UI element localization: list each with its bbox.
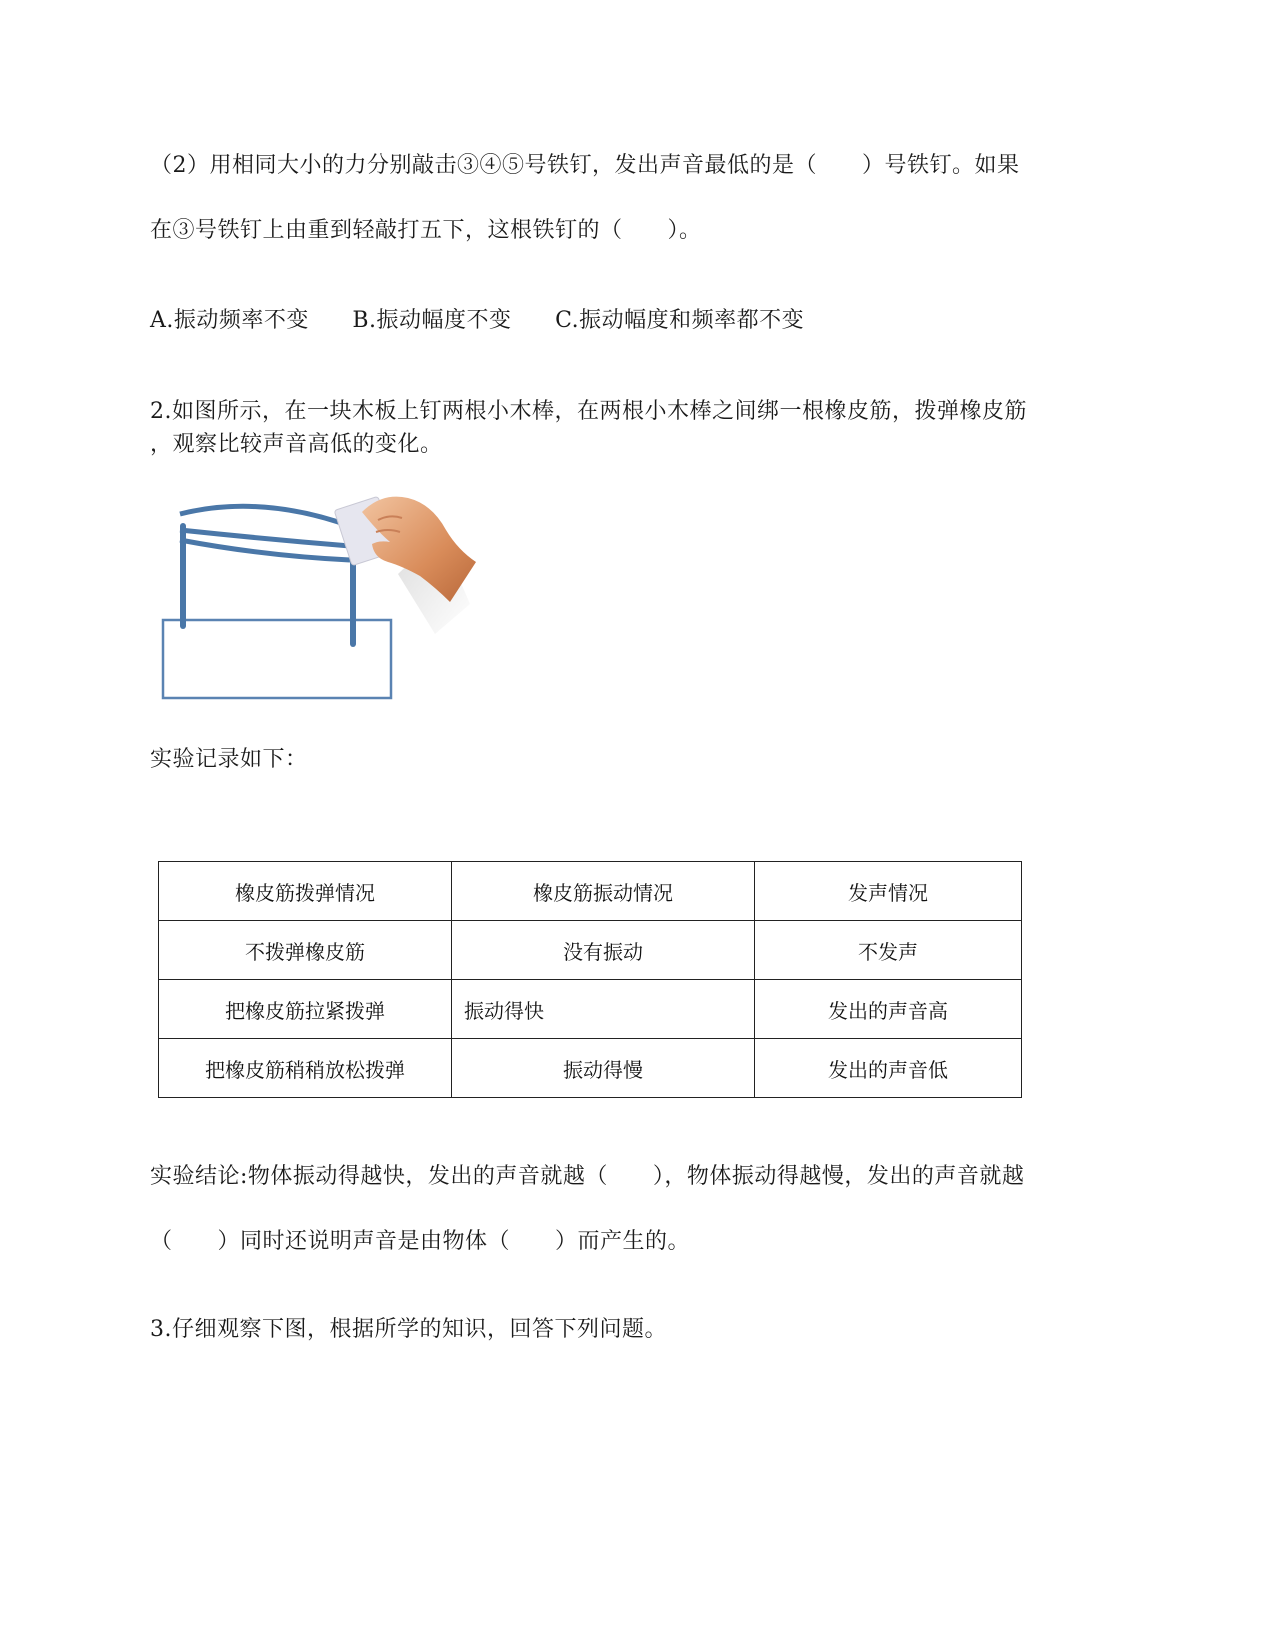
table-row (159, 921, 1022, 980)
rubber-band-top (180, 506, 350, 526)
conclusion-line-1: 实验结论:物体振动得越快，发出的声音就越（ ），物体振动得越慢，发出的声音就越 (150, 1164, 1025, 1189)
question-3-line-1: 3.仔细观察下图，根据所学的知识，回答下列问题。 (150, 1317, 667, 1342)
header-cell: 橡皮筋振动情况 (452, 862, 755, 921)
header-cell: 橡皮筋拨弹情况 (159, 862, 452, 921)
wooden-board (163, 620, 391, 698)
question-1-part-2-line-2: 在③号铁钉上由重到轻敲打五下，这根铁钉的（ ）。 (150, 218, 702, 243)
table-cell: 没有振动 (452, 921, 755, 980)
option-a: A.振动频率不变 (150, 308, 309, 333)
table-cell: 不发声 (755, 921, 1022, 980)
header-cell: 发声情况 (755, 862, 1022, 921)
table-cell: 把橡皮筋拉紧拨弹 (159, 980, 452, 1039)
experiment-record-table (158, 861, 1022, 1098)
question-1-options (150, 306, 804, 336)
table-cell: 振动得快 (452, 980, 755, 1039)
question-1-part-2-line-1: （2）用相同大小的力分别敲击③④⑤号铁钉，发出声音最低的是（ ）号铁钉。如果 (150, 153, 1020, 178)
table-cell: 把橡皮筋稍稍放松拨弹 (159, 1039, 452, 1098)
rubber-band-experiment-figure (150, 484, 490, 706)
record-intro: 实验记录如下： (150, 747, 308, 772)
table-cell: 发出的声音低 (755, 1039, 1022, 1098)
table-cell: 不拨弹橡皮筋 (159, 921, 452, 980)
conclusion-line-2: （ ）同时还说明声音是由物体（ ）而产生的。 (150, 1229, 691, 1254)
table-row (159, 980, 1022, 1039)
table-row (159, 1039, 1022, 1098)
option-c: C.振动幅度和频率都不变 (555, 308, 805, 333)
option-b: B.振动幅度不变 (352, 308, 512, 333)
question-2-line-1: 2.如图所示，在一块木板上钉两根小木棒，在两根小木棒之间绑一根橡皮筋，拨弹橡皮筋 (150, 399, 1027, 424)
table-cell: 发出的声音高 (755, 980, 1022, 1039)
table-header-row (159, 862, 1022, 921)
table-cell: 振动得慢 (452, 1039, 755, 1098)
question-2-line-2: ，观察比较声音高低的变化。 (150, 432, 443, 457)
